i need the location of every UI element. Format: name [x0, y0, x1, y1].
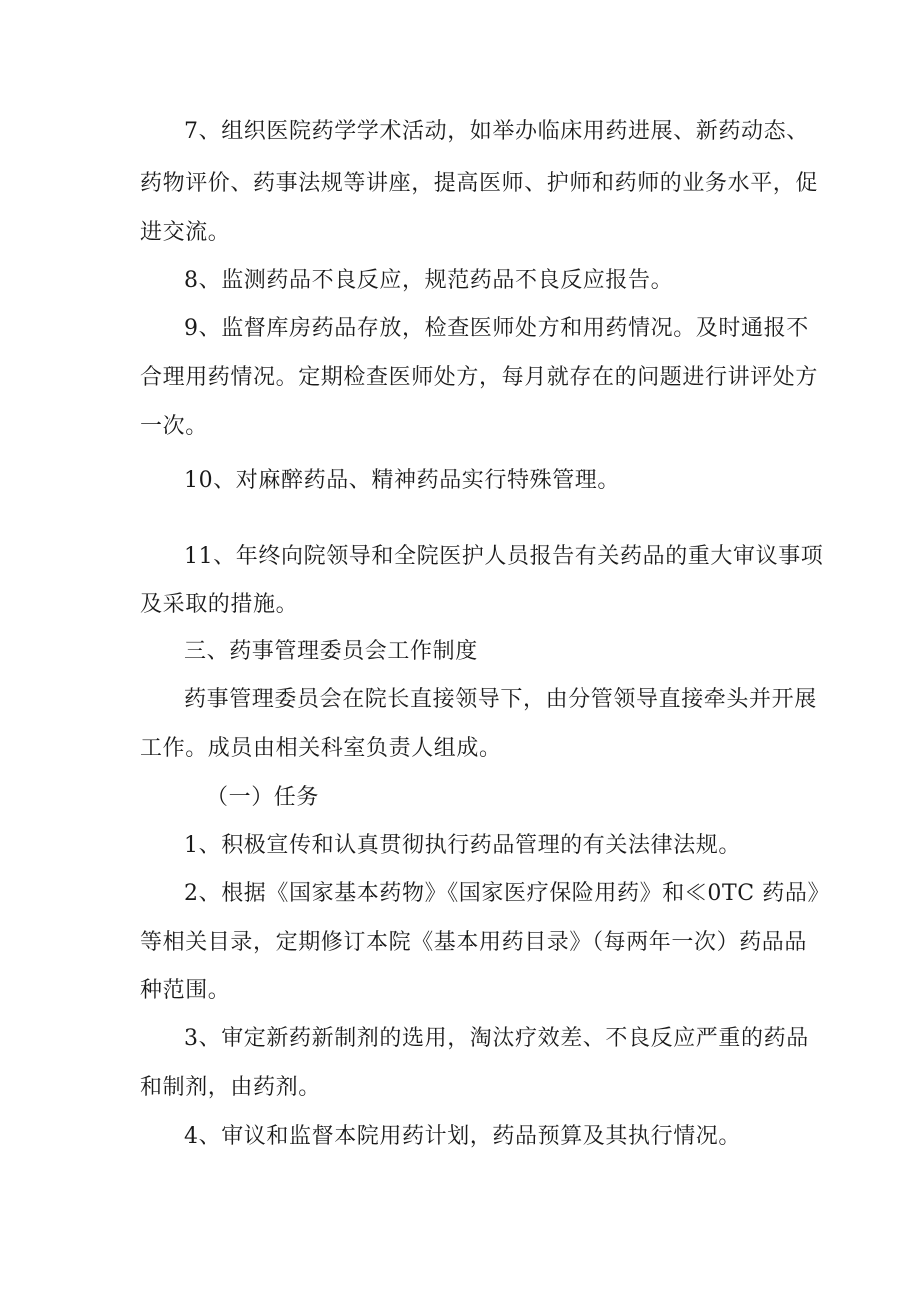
item10-line1: 10、对麻醉药品、精神药品实行特殊管理。: [184, 468, 620, 493]
section3-intro-line2: 工作。成员由相关科室负责人组成。: [140, 736, 502, 761]
task2-line1: 2、根据《国家基本药物》《国家医疗保险用药》和≪0TC 药品》: [184, 881, 831, 906]
subsection1-heading: （一）任务: [206, 785, 320, 810]
task4-line1: 4、审议和监督本院用药计划，药品预算及其执行情况。: [184, 1124, 741, 1149]
section3-intro-line1: 药事管理委员会在院长直接领导下，由分管领导直接牵头并开展: [184, 687, 817, 712]
item7-line1: 7、组织医院药学学术活动，如举办临床用药进展、新药动态、: [184, 119, 809, 144]
item11-line2: 及采取的措施。: [140, 592, 299, 617]
task2-line2: 等相关目录，定期修订本院《基本用药目录》（每两年一次）药品品: [140, 930, 808, 955]
section3-heading: 三、药事管理委员会工作制度: [184, 639, 478, 664]
item8-line1: 8、监测药品不良反应，规范药品不良反应报告。: [184, 268, 674, 293]
task3-line2: 和制剂，由药剂。: [140, 1075, 321, 1100]
item11-line1: 11、年终向院领导和全院医护人员报告有关药品的重大审议事项: [184, 544, 824, 569]
item9-line3: 一次。: [140, 414, 208, 439]
task3-line1: 3、审定新药新制剂的选用，淘汰疗效差、不良反应严重的药品: [184, 1026, 809, 1051]
task2-line3: 种范围。: [140, 978, 231, 1003]
item7-line2: 药物评价、药事法规等讲座，提高医师、护师和药师的业务水平，促: [140, 171, 819, 196]
item9-line1: 9、监督库房药品存放，检查医师处方和用药情况。及时通报不: [184, 316, 809, 341]
item7-line3: 进交流。: [140, 220, 231, 245]
item9-line2: 合理用药情况。定期检查医师处方，每月就存在的问题进行讲评处方: [140, 365, 819, 390]
task1-line1: 1、积极宣传和认真贯彻执行药品管理的有关法律法规。: [184, 833, 741, 858]
